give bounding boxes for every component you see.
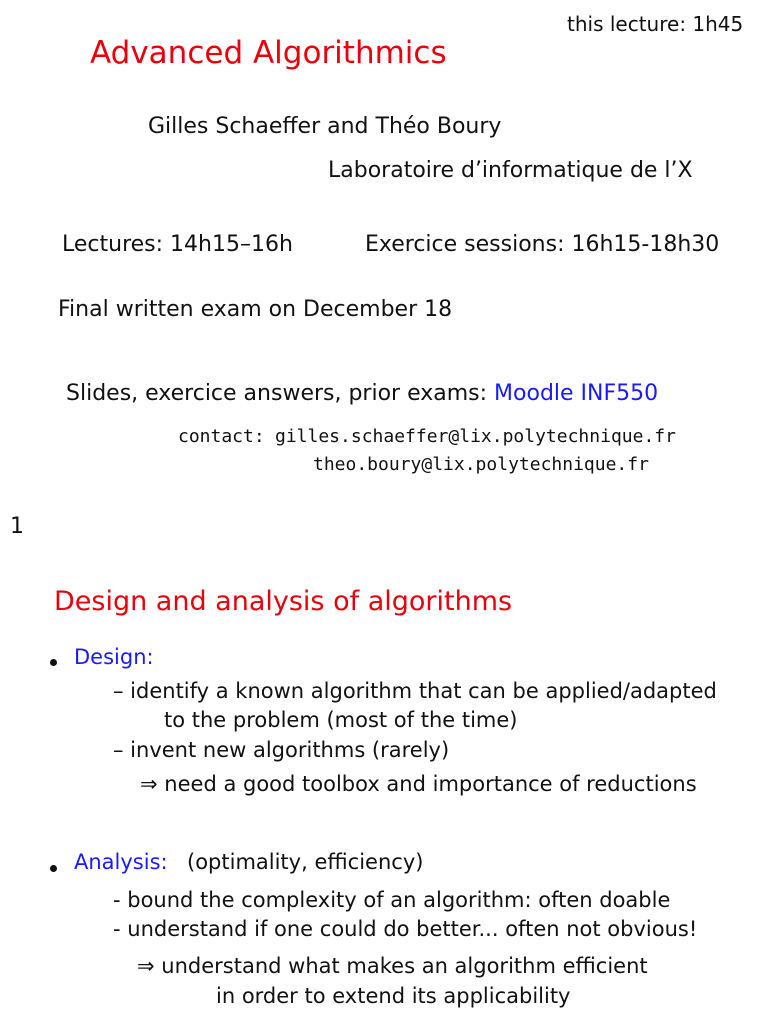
- analysis-aside: (optimality, efficiency): [187, 850, 424, 874]
- slide-title: Advanced Algorithmics: [90, 35, 447, 71]
- implies-arrow: ⇒: [137, 954, 155, 978]
- page-number: 1: [10, 514, 24, 539]
- contact-label: contact:: [178, 426, 265, 447]
- analysis-item-better: - understand if one could do better... often not obvious!: [113, 917, 698, 941]
- analysis-conclusion-text: understand what makes an algorithm efficient: [161, 954, 648, 978]
- analysis-item-bound: - bound the complexity of an algorithm: often doable: [113, 888, 671, 912]
- email-schaeffer[interactable]: gilles.schaeffer@lix.polytechnique.fr: [275, 426, 676, 447]
- section-title: Design and analysis of algorithms: [54, 586, 513, 617]
- lecture-duration: this lecture: 1h45: [567, 12, 744, 36]
- resources-line: [66, 381, 658, 406]
- exam-date: Final written exam on December 18: [58, 297, 453, 322]
- implies-arrow: ⇒: [140, 772, 158, 796]
- analysis-conclusion-cont: in order to extend its applicability: [216, 984, 571, 1008]
- moodle-link[interactable]: Moodle INF550: [494, 381, 659, 406]
- analysis-conclusion: [137, 954, 648, 978]
- lecture-times: Lectures: 14h15–16h: [62, 232, 293, 257]
- email-boury[interactable]: theo.boury@lix.polytechnique.fr: [313, 454, 649, 475]
- design-item-invent: – invent new algorithms (rarely): [113, 738, 450, 762]
- resources-text: Slides, exercice answers, prior exams:: [66, 381, 488, 406]
- design-bullet: [50, 659, 57, 666]
- analysis-label: Analysis:: [74, 850, 168, 874]
- design-item-known-cont: to the problem (most of the time): [164, 708, 518, 732]
- lab-affiliation: Laboratoire d’informatique de l’X: [328, 158, 693, 183]
- design-item-known: – identify a known algorithm that can be applied/adapted: [113, 679, 717, 703]
- authors: Gilles Schaeffer and Théo Boury: [148, 114, 502, 139]
- exercise-times: Exercice sessions: 16h15-18h30: [365, 232, 720, 257]
- design-conclusion: [140, 772, 697, 796]
- design-conclusion-text: need a good toolbox and importance of reductions: [164, 772, 697, 796]
- analysis-bullet: [50, 865, 57, 872]
- design-label: Design:: [74, 645, 154, 669]
